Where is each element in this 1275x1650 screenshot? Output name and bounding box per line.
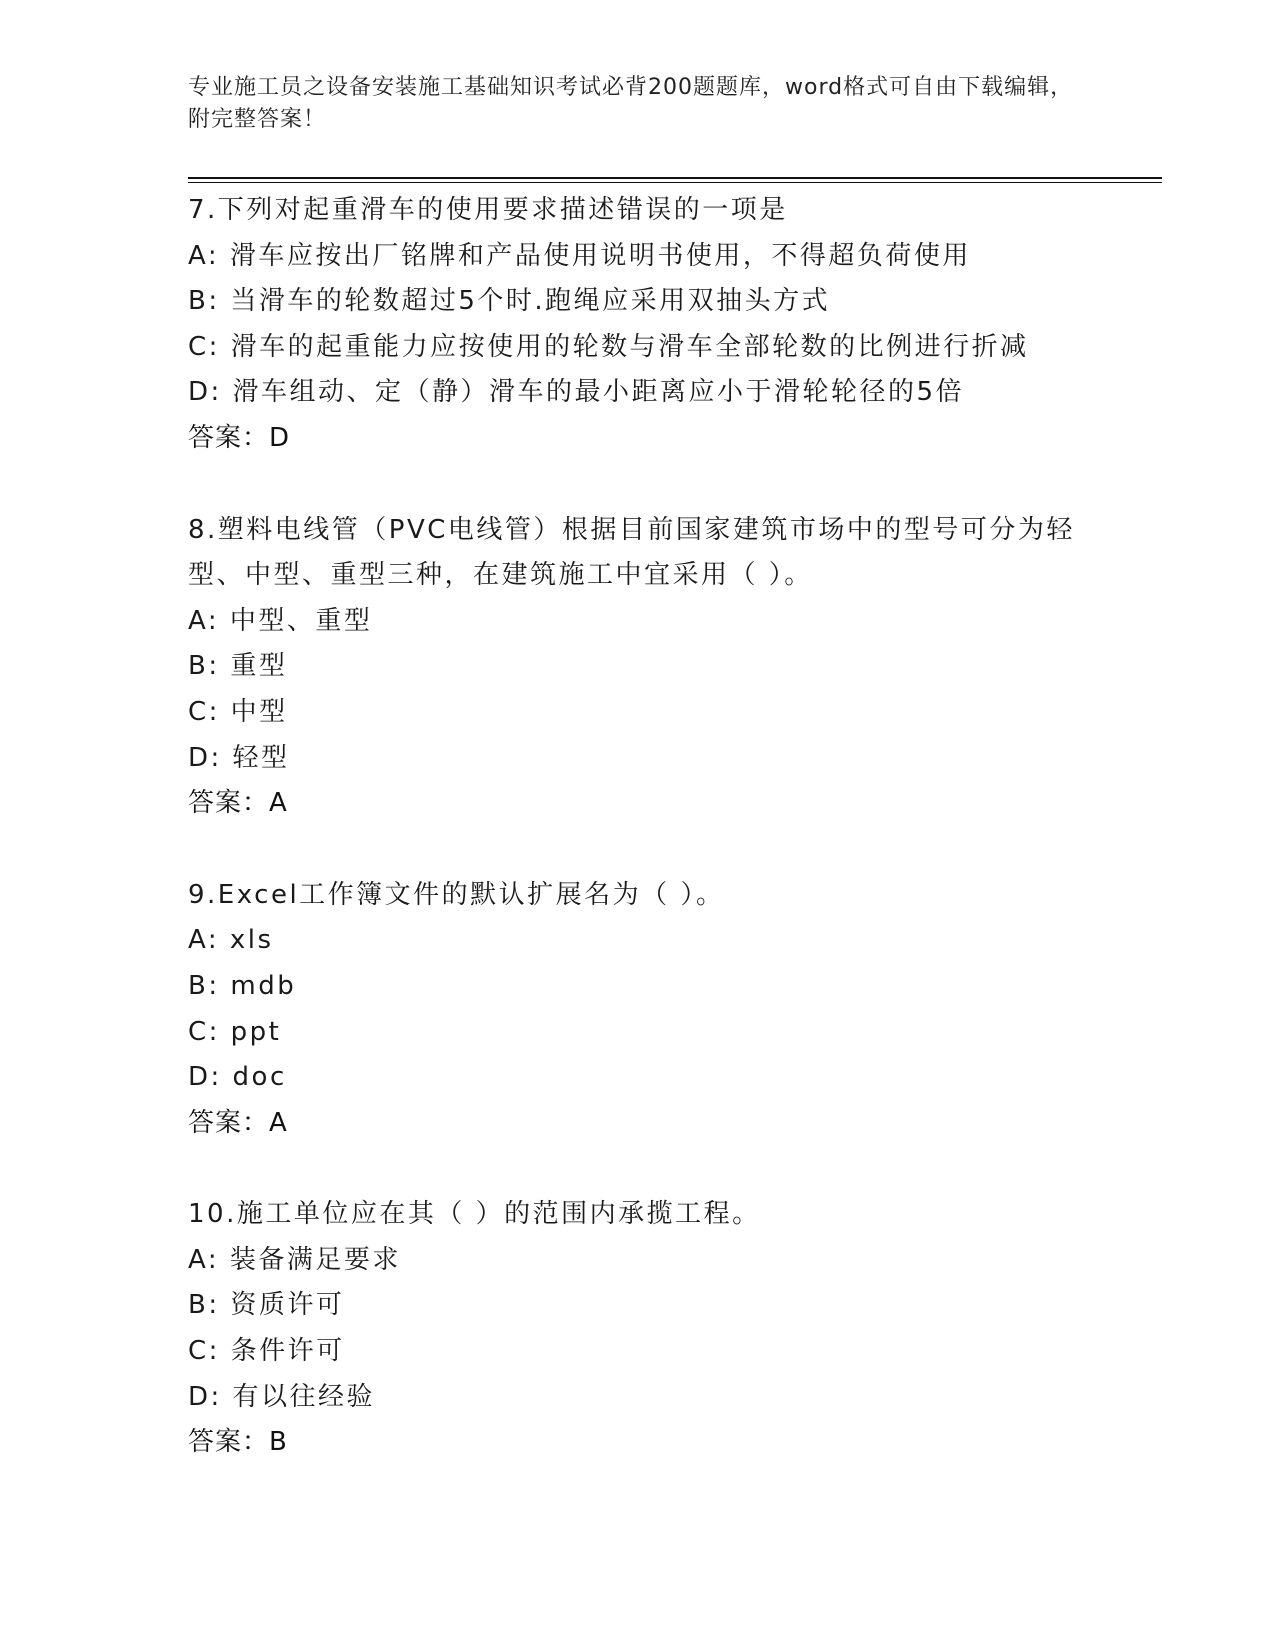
header-divider-thick <box>188 177 1162 179</box>
option-d: D: 滑车组动、定（静）滑车的最小距离应小于滑轮轮径的5倍 <box>188 377 965 408</box>
option-b: B: 重型 <box>188 651 288 682</box>
option-c: C: ppt <box>188 1016 282 1047</box>
option-b: B: 资质许可 <box>188 1290 345 1321</box>
question-list <box>188 188 1088 1512</box>
question-stem: 9.Excel工作簿文件的默认扩展名为（ ）。 <box>188 879 725 910</box>
option-d: D: doc <box>188 1062 287 1093</box>
option-c: C: 中型 <box>188 696 288 727</box>
question-stem: 7.下列对起重滑车的使用要求描述错误的一项是 <box>188 195 788 225</box>
question-8 <box>188 508 1088 827</box>
option-a: A: 装备满足要求 <box>188 1244 401 1275</box>
option-b: B: 当滑车的轮数超过5个时.跑绳应采用双抽头方式 <box>188 286 831 317</box>
answer-label: 答案：A <box>188 788 288 819</box>
document-header: 专业施工员之设备安装施工基础知识考试必背200题题库，word格式可自由下载编辑，附完整答案！ <box>188 75 1074 132</box>
question-9 <box>188 873 1088 1147</box>
option-b: B: mdb <box>188 970 297 1001</box>
question-stem: 10.施工单位应在其（ ）的范围内承揽工程。 <box>188 1199 761 1230</box>
option-a: A: xls <box>188 925 274 956</box>
option-d: D: 有以往经验 <box>188 1381 376 1412</box>
option-a: A: 中型、重型 <box>188 605 373 636</box>
answer-label: 答案：A <box>188 1107 288 1138</box>
question-stem: 8.塑料电线管（PVC电线管）根据目前国家建筑市场中的型号可分为轻型、中型、重型三种，在建筑施工中宜采用（ ）。 <box>188 514 1075 591</box>
header-divider-thin <box>188 182 1162 183</box>
question-10 <box>188 1192 1088 1466</box>
option-c: C: 滑车的起重能力应按使用的轮数与滑车全部轮数的比例进行折减 <box>188 331 1029 362</box>
question-7 <box>188 188 1088 462</box>
option-c: C: 条件许可 <box>188 1336 345 1367</box>
option-a: A: 滑车应按出厂铭牌和产品使用说明书使用，不得超负荷使用 <box>188 240 971 271</box>
option-d: D: 轻型 <box>188 742 290 773</box>
answer-label: 答案：D <box>188 422 291 453</box>
answer-label: 答案：B <box>188 1427 288 1458</box>
